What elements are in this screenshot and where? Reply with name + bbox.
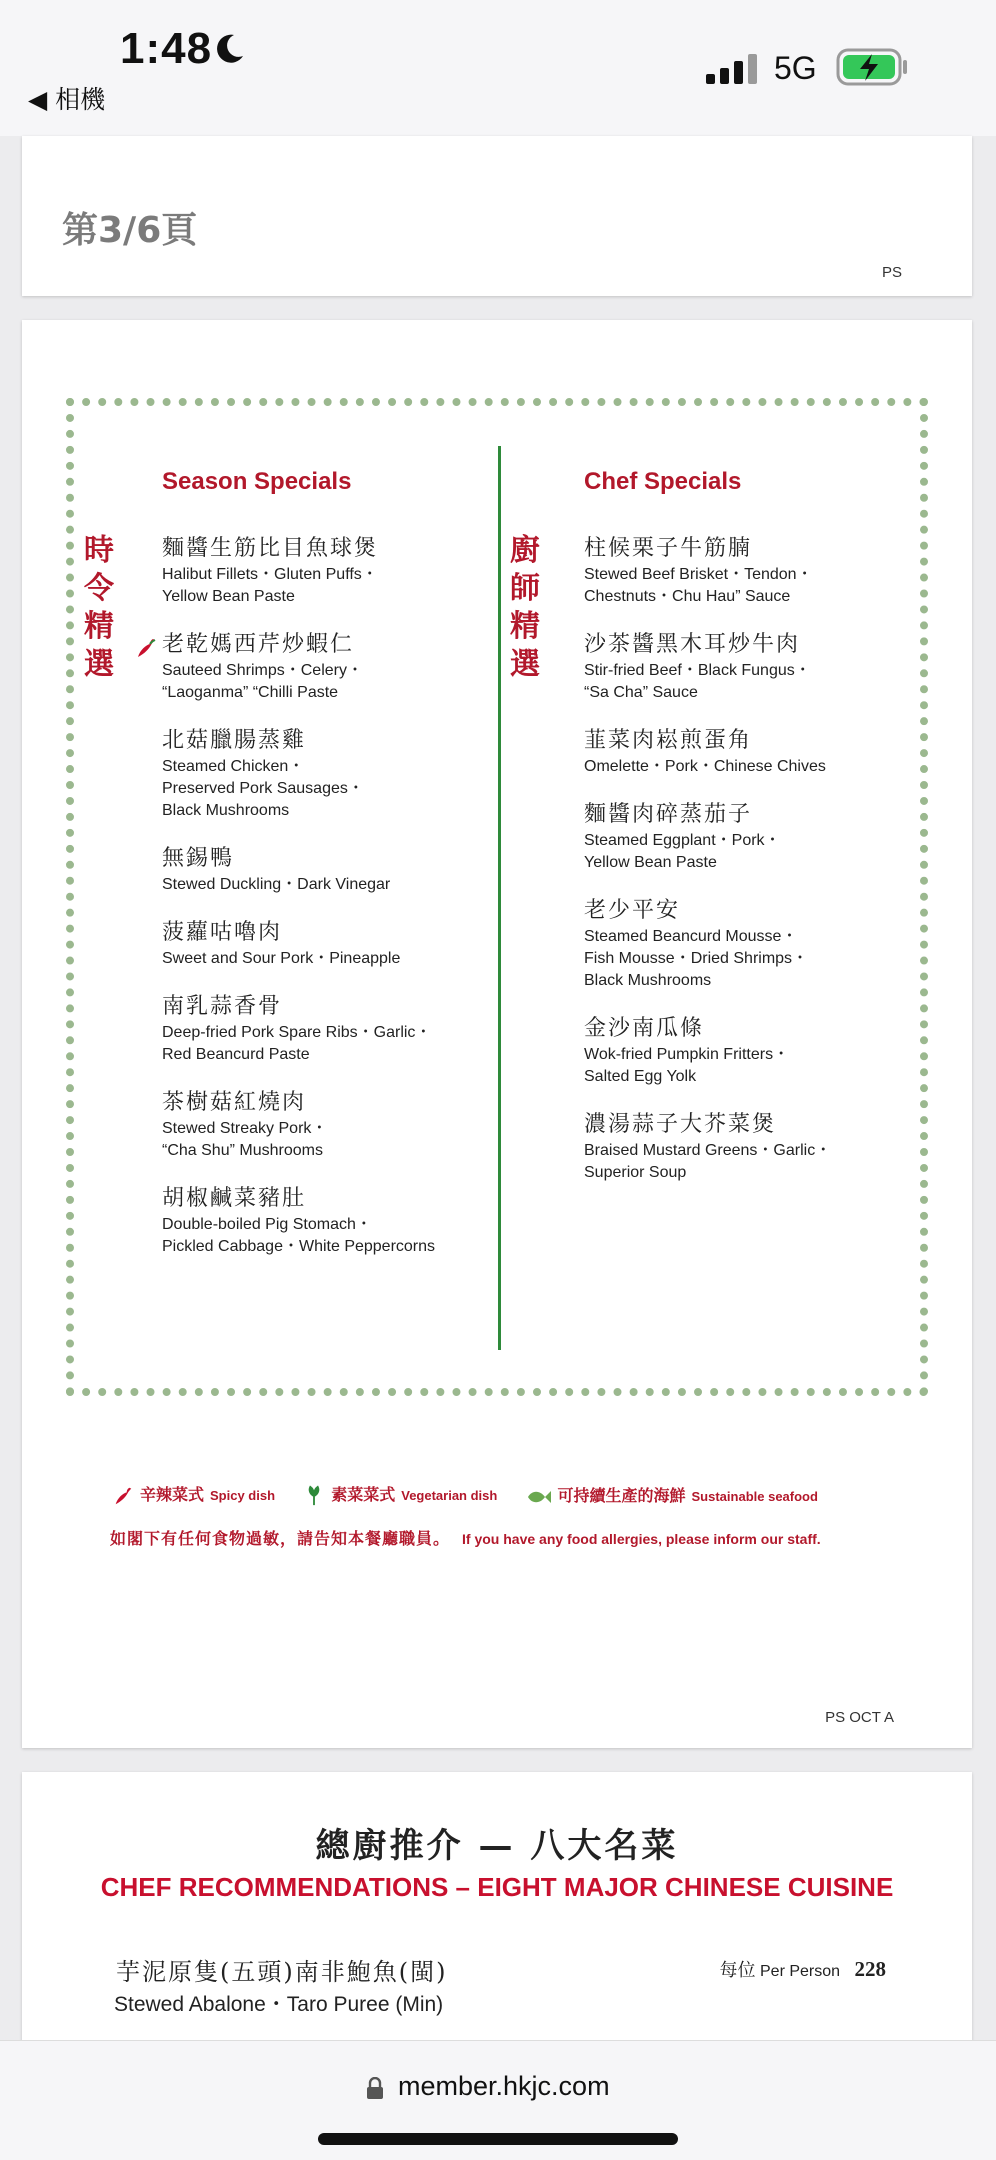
dish-name-en: Double-boiled Pig Stomach・ [162,1216,372,1233]
lock-icon [366,2077,384,2099]
legend-vegetarian [303,1482,497,1507]
list-item [162,992,492,1066]
dish-name-zh: 麵醬生筋比目魚球煲 [162,536,379,561]
fish-icon [526,1487,552,1507]
dish-name-zh: 胡椒鹹菜豬肚 [162,1186,307,1211]
vegetable-icon [303,1485,325,1507]
dish-name-zh: 無錫鴨 [162,846,235,871]
recommendations-title-en: CHEF RECOMMENDATIONS – EIGHT MAJOR CHINESE CUISINE [100,1872,894,1902]
list-item [162,726,492,822]
home-indicator[interactable] [318,2133,678,2145]
legend-veg-en: Vegetarian dish [401,1488,498,1503]
dish-name-en: “Laoganma” “Chilli Paste [162,684,339,701]
dish-name-en: Stewed Beef Brisket・Tendon・ [584,566,813,583]
dish-name-zh: 南乳蒜香骨 [162,994,283,1019]
list-item [162,918,492,970]
dish-name-en: Wok-fried Pumpkin Fritters・ [584,1046,790,1063]
dish-name-en: Steamed Beancurd Mousse・ [584,928,798,945]
dish-name-zh: 菠蘿咕嚕肉 [162,920,283,945]
dish-name-en: Preserved Pork Sausages・ [162,780,364,797]
dish-name-en: Black Mushrooms [162,802,290,819]
chef-dish-list [584,534,914,1206]
dish-name-en: Sweet and Sour Pork・Pineapple [162,950,401,967]
dish-name-en: Stewed Streaky Pork・ [162,1120,328,1137]
dish-name-en: Yellow Bean Paste [584,854,717,871]
page-code: PS [881,264,902,281]
dish-name-en: Deep-fried Pork Spare Ribs・Garlic・ [162,1024,432,1041]
dish-name-zh: 北菇臘腸蒸雞 [162,728,307,753]
list-item [584,1110,914,1184]
allergy-notice-en: If you have any food allergies, please inform our staff. [462,1531,821,1547]
dish-name-en: Pickled Cabbage・White Peppercorns [162,1238,436,1255]
dish-name-en: Fish Mousse・Dried Shrimps・ [584,950,809,967]
dish-name-en: Steamed Eggplant・Pork・ [584,832,781,849]
menu-page-card [22,320,972,1748]
dish-legend [112,1482,912,1507]
status-time: 1:48 [120,24,213,73]
allergy-notice-zh: 如閣下有任何食物過敏，請告知本餐廳職員。 [110,1529,451,1548]
list-item [584,1014,914,1088]
back-to-app-link[interactable]: ◀ 相機 [28,85,106,114]
dish-name-en: “Cha Shu” Mushrooms [162,1142,323,1159]
list-item [162,1088,492,1162]
dish-name-zh: 韮菜肉崧煎蛋角 [584,728,753,753]
legend-sea-zh: 可持續生產的海鮮 [557,1485,686,1505]
list-item [162,844,492,896]
dish-name-zh: 濃湯蒜子大芥菜煲 [584,1112,777,1137]
allergy-notice [110,1526,821,1549]
chili-icon [112,1485,134,1507]
legend-sea-en: Sustainable seafood [691,1488,818,1504]
per-person-zh: 每位 [719,1960,756,1981]
dish-name-zh: 金沙南瓜條 [584,1016,705,1041]
browser-address-bar[interactable] [0,2040,996,2160]
legend-seafood [526,1483,818,1507]
dish-name-en: Braised Mustard Greens・Garlic・ [584,1142,832,1159]
season-vertical-title: 時 令 精 選 [84,533,114,682]
dish-name-zh: 老少平安 [584,898,681,923]
list-item [584,800,914,874]
moon-icon [212,32,246,66]
dish-name-en: Sauteed Shrimps・Celery・ [162,662,363,679]
list-item [584,534,914,608]
dish-name-en: Steamed Chicken・ [162,758,305,775]
recommendations-title-zh: 總廚推介 — 八大名菜 [315,1826,679,1866]
dish-name-zh: 老乾媽西芹炒蝦仁 [162,632,355,657]
recommendations-page-card [22,1772,972,2072]
price-per-person [720,1956,886,1982]
dish-name-zh: 麵醬肉碎蒸茄子 [584,802,753,827]
chili-icon [134,636,158,660]
menu-page-code: PS OCT A [825,1709,894,1726]
legend-spicy [112,1482,275,1507]
dish-name-en: “Sa Cha” Sauce [584,684,698,701]
list-item [584,726,914,778]
dish-name-en: Red Beancurd Paste [162,1046,310,1063]
page-indicator: 第3/6頁 [62,210,198,251]
list-item [162,630,492,704]
list-item [584,896,914,992]
dish-name-en: Stewed Abalone・Taro Puree (Min) [114,1993,444,2016]
list-item [162,1184,492,1258]
per-person-en: Per Person [760,1963,841,1980]
dish-name-zh: 茶樹菇紅燒肉 [162,1090,307,1115]
signal-icon [706,54,758,84]
dish-name-en: Stir-fried Beef・Black Fungus・ [584,662,811,679]
season-dish-list [162,534,492,1280]
legend-spicy-en: Spicy dish [210,1488,276,1503]
dish-name-en: Stewed Duckling・Dark Vinegar [162,876,391,893]
dish-name-zh: 柱候栗子牛筋腩 [584,536,753,561]
dish-name-zh: 沙茶醬黑木耳炒牛肉 [584,632,801,657]
pdf-page-card [22,136,972,296]
dish-name-en: Chestnuts・Chu Hau” Sauce [584,588,791,605]
legend-veg-zh: 素菜菜式 [331,1485,396,1504]
dish-name-en: Halibut Fillets・Gluten Puffs・ [162,566,378,583]
column-divider [498,446,501,1350]
chef-specials-heading: Chef Specials [584,468,742,495]
dish-name-zh: 芋泥原隻(五頭)南非鮑魚(閩) [116,1958,448,1986]
network-type: 5G [774,50,817,86]
season-specials-heading: Season Specials [162,468,352,495]
chef-vertical-title: 廚 師 精 選 [510,533,540,682]
url-text[interactable]: member.hkjc.com [398,2071,610,2101]
dish-name-en: Salted Egg Yolk [584,1068,697,1085]
legend-spicy-zh: 辛辣菜式 [140,1485,205,1504]
status-bar [0,0,996,136]
dish-name-en: Superior Soup [584,1164,687,1181]
price-value: 228 [854,1957,886,1981]
battery-charging-icon [836,48,908,86]
list-item [162,534,492,608]
dish-name-en: Omelette・Pork・Chinese Chives [584,758,826,775]
list-item [584,630,914,704]
dish-name-en: Yellow Bean Paste [162,588,295,605]
dish-name-en: Black Mushrooms [584,972,712,989]
